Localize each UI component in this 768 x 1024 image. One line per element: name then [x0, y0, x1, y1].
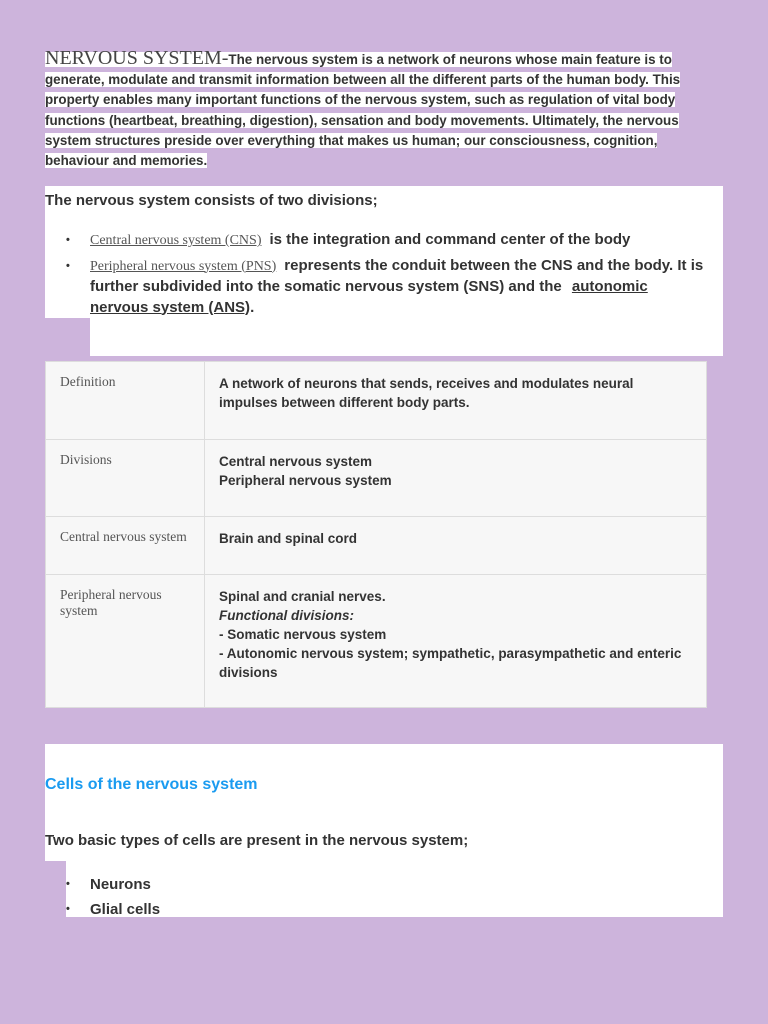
divisions-heading: The nervous system consists of two divisions;: [45, 192, 378, 209]
pns-link[interactable]: Peripheral nervous system (PNS): [90, 258, 277, 274]
table-row: [46, 440, 707, 517]
table-key: Central nervous system: [46, 517, 205, 575]
table-key: Peripheral nervous system: [46, 575, 205, 708]
pns-parts: Spinal and cranial nerves.: [219, 589, 386, 604]
table-value: [205, 575, 707, 708]
somatic-item: - Somatic nervous system: [219, 627, 387, 642]
divisions-list: [66, 230, 706, 322]
table-value: [205, 362, 707, 440]
cells-heading: Cells of the nervous system: [45, 776, 258, 793]
list-item: [66, 230, 706, 252]
table-key: Definition: [46, 362, 205, 440]
autonomic-item: - Autonomic nervous system; sympathetic, parasympathetic and enteric divisions: [219, 646, 682, 680]
list-item: [66, 256, 706, 319]
intro-text: The nervous system is a network of neurons whose main feature is to generate, modulate and transmit information between all the different parts of the human body. This property enables many important functions of the nervous system, such as regulation of vital body functions (heartbeat, breathing, digestion), sensation and body movements. Ultimately, the nervous system structures preside over everything that makes us human; our consciousness, cognition, behaviour and memories.: [45, 52, 681, 169]
summary-table: [45, 361, 707, 708]
table-row: [46, 362, 707, 440]
cells-list: [66, 872, 160, 922]
table-value: [205, 440, 707, 517]
cns-link[interactable]: Central nervous system (CNS): [90, 233, 262, 248]
table-row: [46, 517, 707, 575]
table-value: [205, 517, 707, 575]
pns-end: .: [250, 298, 255, 316]
list-item: • Neurons: [66, 872, 160, 897]
division-cns: Central nervous system: [219, 454, 373, 469]
cns-parts: Brain and spinal cord: [219, 531, 358, 546]
intro-paragraph: [45, 48, 725, 171]
division-pns: Peripheral nervous system: [219, 473, 392, 488]
page-title: NERVOUS SYSTEM-: [45, 47, 229, 69]
table-key: Divisions: [46, 440, 205, 517]
cells-panel-extension: [66, 861, 723, 917]
pns-description: represents the conduit between the CNS and the body. It is further subdivided into the somatic nervous system (SNS) and the: [90, 256, 704, 295]
cns-description: is the integration and command center of the body: [269, 231, 631, 248]
ans-link[interactable]: autonomic nervous system (ANS): [90, 278, 648, 316]
table-row: [46, 575, 707, 708]
list-item: • Glial cells: [66, 897, 160, 922]
definition-text: A network of neurons that sends, receives and modulates neural impulses between different body parts.: [219, 376, 634, 410]
functional-divisions-label: Functional divisions:: [219, 608, 355, 623]
cells-intro: Two basic types of cells are present in the nervous system;: [45, 832, 469, 849]
divisions-panel-extension: [90, 318, 723, 356]
